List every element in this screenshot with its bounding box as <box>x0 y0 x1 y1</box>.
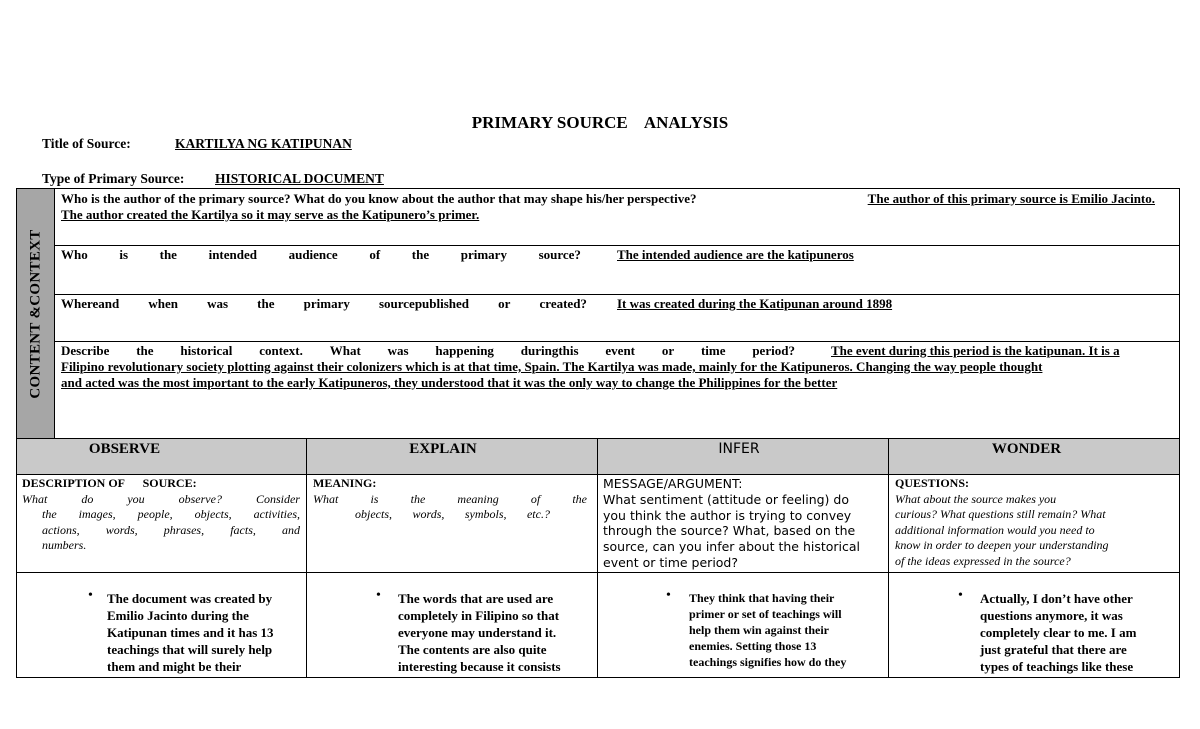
answer-audience: The intended audience are the katipuneros <box>617 247 854 262</box>
sidebar-label: CONTENT &CONTEXT <box>27 228 43 399</box>
bullet-icon: • <box>88 588 93 603</box>
answer-where-when: It was created during the Katipunan around 1898 <box>617 296 893 311</box>
bullet-icon: • <box>958 588 963 603</box>
wonder-questions: QUESTIONS: What about the source makes you curious? What questions still remain? What additional information would you need to know in order to deepen your understanding of the ideas expressed in the source? <box>895 476 1109 568</box>
header-infer: INFER <box>718 441 760 457</box>
source-type-label: Type of Primary Source: <box>42 171 185 186</box>
explain-meaning: MEANING: What is the meaning of the objects, words, symbols, etc.? <box>313 476 587 521</box>
question-author <box>61 191 1173 223</box>
header-explain: EXPLAIN <box>409 441 477 457</box>
question-author-text: Who is the author of the primary source? What do you know about the author that may shape his/her perspective? <box>61 191 697 206</box>
question-audience: Who is the intended audience of the primary source? The intended audience are the katipuneros <box>61 247 854 262</box>
question-where-when: Whereand when was the primary sourcepublished or created? It was created during the Katipunan around 1898 <box>61 296 893 311</box>
answer-context-3: and acted was the most important to the early Katipuneros, they understood that it was the only way to change the Philippines for the better <box>61 375 838 390</box>
infer-answer: They think that having their primer or set of teachings will help them win against their enemies. Setting those 13 teachings signifies how do they <box>689 591 847 669</box>
answer-author-2: The author created the Kartilya so it may serve as the Katipunero’s primer. <box>61 207 480 222</box>
header-observe: OBSERVE <box>88 441 161 457</box>
page-title: PRIMARY SOURCE ANALYSIS <box>471 113 729 132</box>
answer-author-1: The author of this primary source is Emilio Jacinto. <box>867 191 1155 206</box>
wonder-answer: Actually, I don’t have other questions anymore, it was completely clear to me. I am just grateful that there are types of teachings like these <box>980 591 1137 674</box>
source-title-value: KARTILYA NG KATIPUNAN <box>175 136 352 151</box>
answer-context-1: The event during this period is the katipunan. It is a <box>831 343 1120 358</box>
header-wonder: WONDER <box>991 441 1062 457</box>
infer-message: MESSAGE/ARGUMENT: What sentiment (attitude or feeling) do you think the author is trying to convey through the source? What, based on the source, can you infer about the historical event or time period? <box>603 476 861 570</box>
bullet-icon: • <box>376 588 381 603</box>
bullet-icon: • <box>666 588 671 603</box>
answer-context-2: Filipino revolutionary society plotting against their colonizers which is at that time, Spain. The Kartilya was made, mainly for the Katipuneros. Changing the way people thought <box>61 359 1043 374</box>
question-context: Describe the historical context. What was happening duringthis event or time period? The event during this period is the katipunan. It is a Filipino revolutionary society plotting against their colonizers which is at that time, Spain. The Kartilya was made, mainly for the Katipuneros. Changing the way people thought and acted was the most important to the early Katipuneros, they understood that it was the only way to change the Philippines for the better <box>61 343 1120 390</box>
source-type-value: HISTORICAL DOCUMENT <box>215 171 384 186</box>
source-title-label: Title of Source: <box>42 136 131 151</box>
observe-description: DESCRIPTION OF SOURCE: What do you observe? Consider the images, people, objects, activities, actions, words, phrases, facts, and numbers. <box>22 476 300 552</box>
explain-answer: The words that are used are completely in Filipino so that everyone may understand it. The contents are also quite interesting because it consists <box>398 591 561 674</box>
observe-answer: The document was created by Emilio Jacinto during the Katipunan times and it has 13 teachings that will surely help them and might be their <box>107 591 274 674</box>
